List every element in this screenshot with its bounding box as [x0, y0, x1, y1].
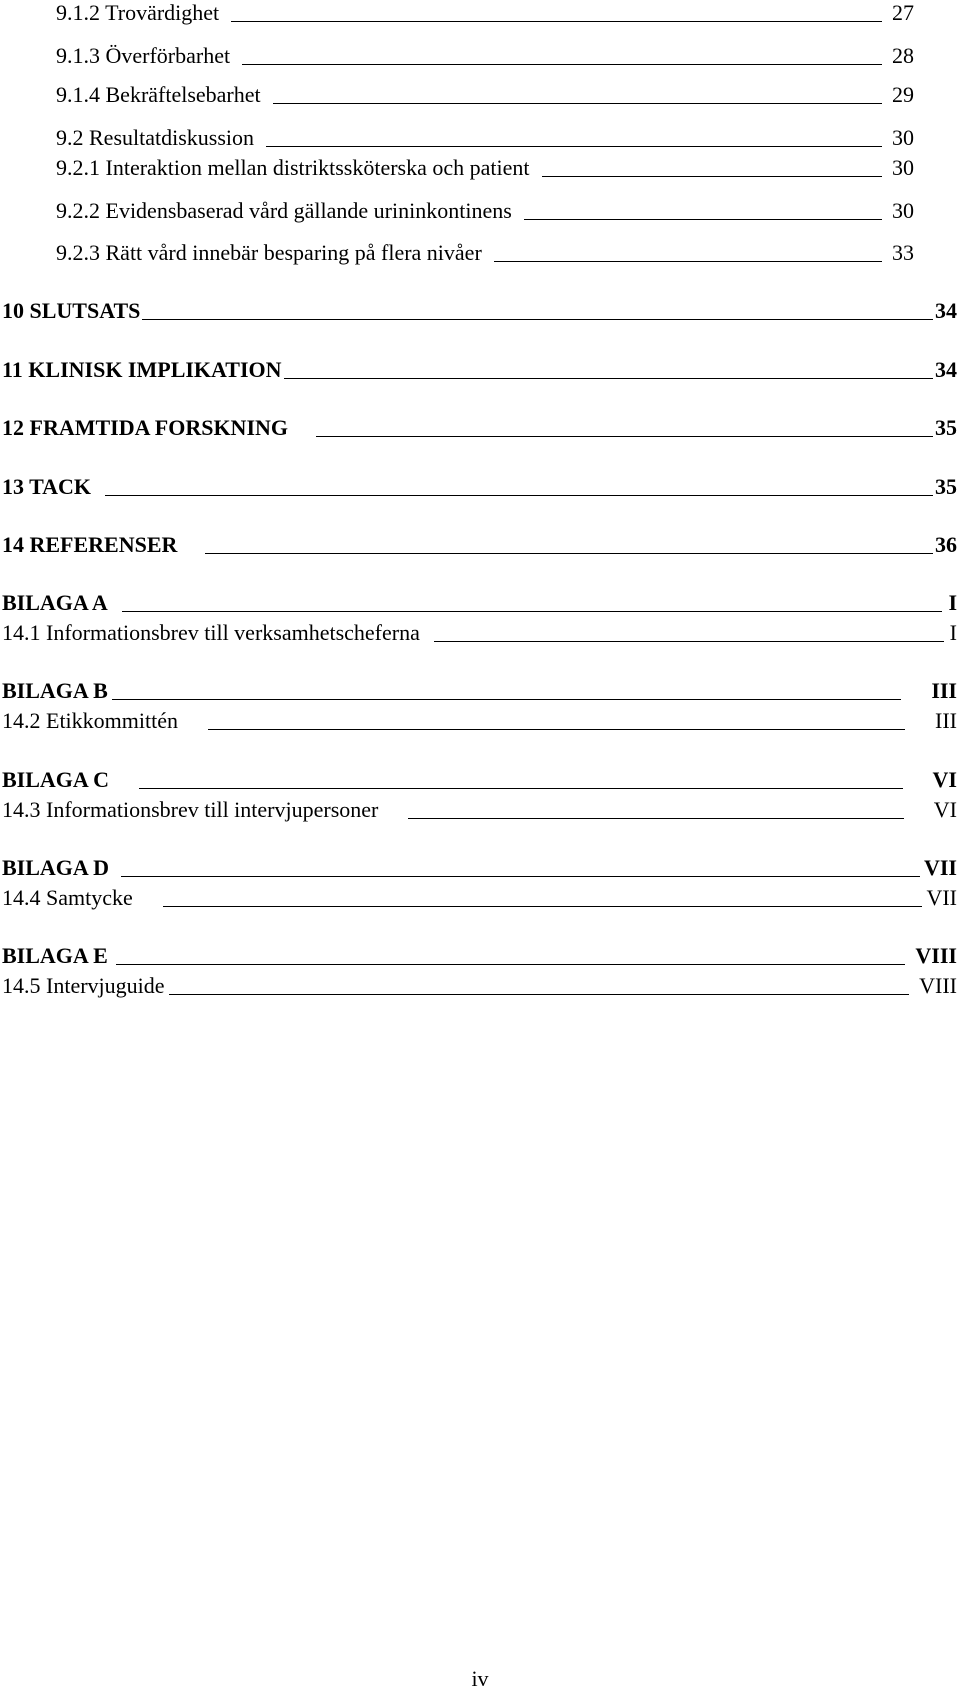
toc-entry-title: BILAGA D [2, 855, 109, 880]
toc-leader-line [494, 261, 882, 262]
toc-entry-title: 13 TACK [2, 474, 92, 499]
toc-entry-title: 14.1 Informationsbrev till verksamhetscheferna [2, 620, 420, 645]
toc-entry-page: VIII [915, 943, 957, 968]
toc-entry[interactable] [2, 973, 957, 999]
toc-leader-line [208, 729, 905, 730]
toc-entry-title: 14 REFERENSER [2, 532, 178, 557]
toc-entry-page: 36 [935, 532, 957, 557]
toc-entry-page: 35 [935, 474, 957, 499]
toc-entry-page: VII [926, 885, 957, 910]
toc-entry[interactable] [56, 0, 914, 26]
toc-entry-page: VII [923, 855, 957, 880]
toc-entry-page: I [949, 620, 957, 645]
toc-entry-title: 9.2.3 Rätt vård innebär besparing på flera nivåer [56, 240, 482, 265]
page-number: iv [471, 1666, 489, 1691]
toc-entry-page: 28 [892, 43, 914, 68]
toc-entry-title: BILAGA A [2, 590, 108, 615]
toc-entry-page: 33 [892, 240, 914, 265]
toc-entry[interactable] [56, 43, 914, 69]
toc-entry[interactable] [2, 767, 957, 793]
toc-entry-title: 9.1.3 Överförbarhet [56, 43, 231, 68]
toc-entry[interactable] [56, 82, 914, 108]
toc-entry[interactable] [2, 943, 957, 969]
toc-entry-page: 30 [892, 125, 914, 150]
toc-entry[interactable] [56, 198, 914, 224]
toc-leader-line [408, 818, 903, 819]
toc-entry-page: 27 [892, 0, 914, 25]
toc-entry-title: 14.4 Samtycke [2, 885, 133, 910]
toc-entry[interactable] [2, 678, 957, 704]
toc-entry[interactable] [2, 708, 957, 734]
toc-entry-page: 30 [892, 198, 914, 223]
toc-entry[interactable] [2, 415, 957, 441]
toc-entry[interactable] [2, 357, 957, 383]
toc-entry-page: III [935, 708, 957, 733]
toc-entry[interactable] [2, 855, 957, 881]
toc-leader-line [273, 103, 882, 104]
toc-entry-title: BILAGA B [2, 678, 108, 703]
toc-leader-line [142, 319, 933, 320]
toc-entry-title: 14.5 Intervjuguide [2, 973, 165, 998]
toc-entry[interactable] [2, 797, 957, 823]
toc-entry-page: 34 [935, 357, 957, 382]
toc-entry-title: 10 SLUTSATS [2, 298, 141, 323]
toc-entry-page: VIII [919, 973, 957, 998]
toc-entry-title: 9.2.1 Interaktion mellan distriktssköterska och patient [56, 155, 530, 180]
toc-entry-title: BILAGA C [2, 767, 109, 792]
toc-leader-line [121, 876, 920, 877]
toc-entry[interactable] [2, 298, 957, 324]
toc-entry[interactable] [2, 885, 957, 911]
toc-entry-title: 14.2 Etikkommittén [2, 708, 178, 733]
toc-entry-title: BILAGA E [2, 943, 108, 968]
toc-entry-title: 14.3 Informationsbrev till intervjupersoner [2, 797, 379, 822]
toc-leader-line [205, 553, 933, 554]
toc-entry-page: 34 [935, 298, 957, 323]
toc-entry-title: 9.2 Resultatdiskussion [56, 125, 255, 150]
toc-leader-line [242, 64, 882, 65]
toc-entry-page: 30 [892, 155, 914, 180]
toc-leader-line [139, 788, 903, 789]
toc-entry[interactable] [2, 590, 957, 616]
toc-entry-page: 35 [935, 415, 957, 440]
toc-leader-line [316, 436, 933, 437]
toc-entry-page: 29 [892, 82, 914, 107]
toc-entry-title: 9.2.2 Evidensbaserad vård gällande urininkontinens [56, 198, 512, 223]
toc-entry-title: 11 KLINISK IMPLIKATION [2, 357, 282, 382]
toc-leader-line [231, 21, 882, 22]
toc-entry-page: I [948, 590, 957, 615]
toc-entry[interactable] [56, 125, 914, 151]
toc-entry-page: VI [933, 797, 957, 822]
toc-entry-title: 9.1.4 Bekräftelsebarhet [56, 82, 261, 107]
toc-entry-title: 12 FRAMTIDA FORSKNING [2, 415, 289, 440]
toc-leader-line [122, 611, 943, 612]
toc-entry[interactable] [56, 155, 914, 181]
toc-leader-line [163, 906, 923, 907]
toc-entry[interactable] [56, 240, 914, 266]
toc-leader-line [542, 176, 882, 177]
toc-leader-line [284, 378, 933, 379]
toc-leader-line [105, 495, 933, 496]
toc-entry[interactable] [2, 474, 957, 500]
toc-entry[interactable] [2, 532, 957, 558]
toc-entry-title: 9.1.2 Trovärdighet [56, 0, 220, 25]
toc-entry[interactable] [2, 620, 957, 646]
toc-leader-line [434, 641, 944, 642]
toc-leader-line [524, 219, 882, 220]
toc-leader-line [266, 146, 882, 147]
toc-entry-page: III [931, 678, 957, 703]
toc-leader-line [116, 964, 906, 965]
toc-entry-page: VI [932, 767, 957, 792]
toc-leader-line [112, 699, 902, 700]
toc-leader-line [169, 994, 910, 995]
